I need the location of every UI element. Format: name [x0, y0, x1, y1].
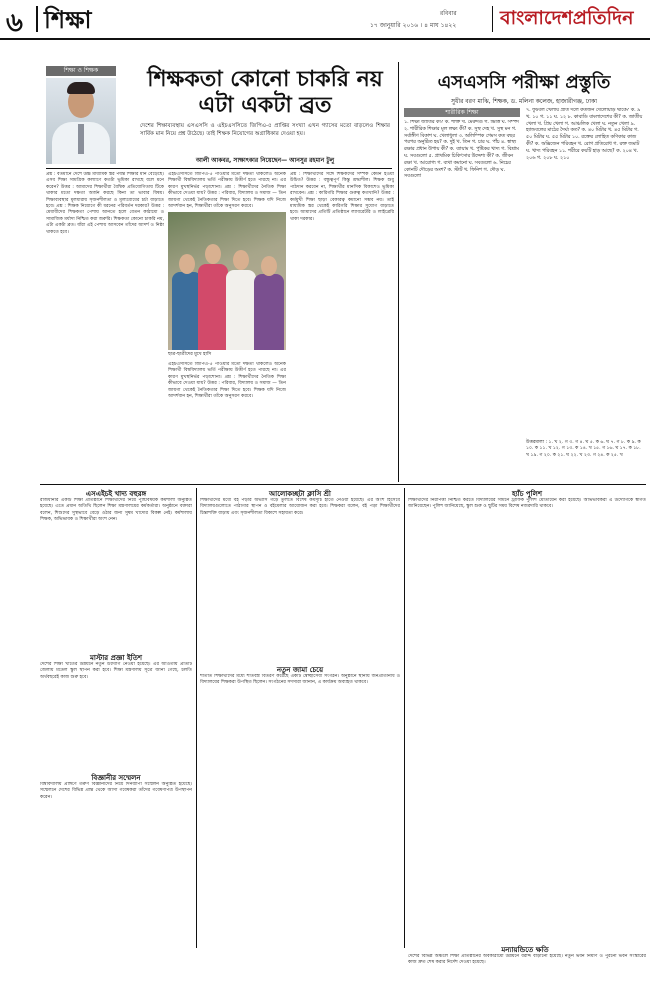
masthead-divider — [36, 6, 38, 32]
brief-headline-3: বিজ্ঞানীর সম্মেলন — [91, 774, 141, 782]
masthead-divider-right — [492, 6, 493, 32]
author-photo — [46, 78, 116, 164]
brief-headline-6: হ্যাঁচ পুলিশ — [511, 490, 543, 498]
feature-column-2b: এইচএসসিতে জিপিএ-৫ পাওয়ার মতো দক্ষতা থাকলেও অনেক শিক্ষার্থী বিশ্ববিদ্যালয় ভর্তি পরীক্ষায় উত্তীর্ণ হতে পারছে না। এর কারণ মুখস্থনির্ভর পড়াশোনা। প্রশ্ন : শিক্ষার্থীদের নৈতিক শিক্ষা কীভাবে দেওয়া যায়? উত্তর : পরিবার, বিদ্যালয় ও সমাজ — তিন জায়গা থেকেই নৈতিকতার শিক্ষা দিতে হবে। শিক্ষক যদি নিজে আদর্শবান হন, শিক্ষার্থীরা তাঁকে অনুসরণ করবে। — [168, 362, 286, 400]
brief-body-1: রাজধানীর একটি শিক্ষা প্রতিষ্ঠানে শিক্ষার্থীদের নিয়ে পুষ্টিবিষয়ক কর্মশালা অনুষ্ঠিত হয়েছে। এতে প্রধান অতিথি ছিলেন শিক্ষা মন্ত্রণালয়ের কর্মকর্তারা। অনুষ্ঠানে বক্তারা বলেন, শিশুদের সুস্থভাবে বেড়ে ওঠার জন্য সুষম খাদ্যের বিকল্প নেই। কর্মশালায় শিক্ষক, অভিভাবক ও শিক্ষার্থীরা অংশ নেন। — [40, 498, 192, 523]
lower-rule — [40, 484, 646, 485]
section-title: শিক্ষা — [44, 5, 92, 34]
feature-column-2: এইচএসসিতে জিপিএ-৫ পাওয়ার মতো দক্ষতা থাকলেও অনেক শিক্ষার্থী বিশ্ববিদ্যালয় ভর্তি পরীক্ষায় উত্তীর্ণ হতে পারছে না। এর কারণ মুখস্থনির্ভর পড়াশোনা। প্রশ্ন : শিক্ষার্থীদের নৈতিক শিক্ষা কীভাবে দেওয়া যায়? উত্তর : পরিবার, বিদ্যালয় ও সমাজ — তিন জায়গা থেকেই নৈতিকতার শিক্ষা দিতে হবে। শিক্ষক যদি নিজে আদর্শবান হন, শিক্ষার্থীরা তাঁকে অনুসরণ করবে। — [168, 172, 286, 210]
exam-subject: শারীরিক শিক্ষা — [404, 108, 520, 117]
brief-body-5: শীতার্ত শিক্ষার্থীদের মধ্যে শীতবস্ত্র বিতরণ করেছে একটি স্বেচ্ছাসেবী সংগঠন। অনুষ্ঠানে স্থানীয় জনপ্রতিনিধি ও বিদ্যালয়ের শিক্ষকরা উপস্থিত ছিলেন। সংগঠনের সদস্যরা জানান, এ কার্যক্রম অব্যাহত থাকবে। — [200, 674, 400, 686]
brief-body-2: দেশের শিক্ষা খাতের উন্নয়নে নতুন উদ্যোগ নেওয়া হয়েছে। এর আওতায় প্রতিটি জেলায় মডেল স্কুল স্থাপন করা হবে। শিক্ষা মন্ত্রণালয় সূত্রে জানা গেছে, চলতি অর্থবছরেই কাজ শুরু হবে। — [40, 662, 192, 680]
feature-headline: শিক্ষকতা কোনো চাকরি নয় এটা একটা ব্রত — [147, 66, 383, 118]
photo-caption: ছাত্র-ছাত্রীদের মুখে হাসি — [168, 352, 212, 357]
column-divider — [398, 62, 399, 482]
brief-body-3: বিশ্ববিদ্যালয় প্রাঙ্গণে তরুণ বিজ্ঞানীদের নিয়ে দিনব্যাপী সম্মেলন অনুষ্ঠিত হয়েছে। সম্মেলনে দেশের বিভিন্ন প্রান্ত থেকে আসা গবেষকরা তাঁদের গবেষণাপত্র উপস্থাপন করেন। — [40, 782, 192, 800]
students-photo — [168, 212, 286, 350]
masthead — [0, 0, 650, 40]
quiz-column-2: ৭. ফুটবল খেলায় প্রতি দলে কতজন খেলোয়াড় থাকে? ক. ৯ খ. ১০ গ. ১১ ঘ. ১২ ৮. কাবাডি বাংলাদেশের কী? ক. জাতীয় খেলা খ. প্রিয় খেলা গ. আঞ্চলিক খেলা ঘ. নতুন খেলা ৯. হ্যান্ডবলের মাঠের দৈর্ঘ্য কত? ক. ৪০ মিটার খ. ৪৫ মিটার গ. ৫০ মিটার ঘ. ৫৫ মিটার ১০. রক্তের লোহিত কণিকার কাজ কী? ক. অক্সিজেন পরিবহন খ. রোগ প্রতিরোধ গ. রক্ত জমাট ঘ. খাদ্য পরিবহন ১১. শরীরে কয়টি হাড় আছে? ক. ২০৪ খ. ২০৬ গ. ২০৮ ঘ. ২১০ — [526, 108, 643, 161]
feature-teaser: দেশের শিক্ষাব্যবস্থায় এসএসসি ও এইচএসসিতে জিপিএ-৫ প্রাপ্তির সংখ্যা এখন গ্যাসের মতো বাড়লেও শিক্ষার সার্বিক মান নিয়ে প্রশ্ন উঠেছে। তাই শিক্ষক নিয়োগের অগ্রাধিকার দেওয়া হয়। — [140, 123, 390, 137]
brief-headline-7: মন্যায়ন্ডিতে ক্ষতি — [501, 946, 549, 954]
brief-headline-4: আলোকচ্ছটা ক্লাসি শ্রী — [269, 490, 331, 498]
exam-headline: এসএসসি পরীক্ষা প্রস্তুতি — [437, 72, 611, 93]
paper-name: বাংলাদেশপ্রতিদিন — [500, 7, 634, 29]
exam-author: সুধীর বরণ মাঝি, শিক্ষক, ড. মলিনা কলেজ, হাজারীগঞ্জ, ঢাকা — [451, 98, 597, 105]
brief-divider-1 — [196, 488, 197, 948]
feature-column-3: প্রশ্ন : শিক্ষার্থীদের সঙ্গে শিক্ষকদের সম্পর্ক কেমন হওয়া উচিত? উত্তর : বন্ধুত্বপূর্ণ কিন্তু শ্রদ্ধাশীল। শিক্ষক শুধু পাঠদান করবেন না, শিক্ষার্থীর মানসিক বিকাশেও ভূমিকা রাখবেন। প্রশ্ন : কারিগরি শিক্ষার গুরুত্ব কতখানি? উত্তর : কর্মমুখী শিক্ষা ছাড়া বেকারত্ব কমানো সম্ভব নয়। তাই মাধ্যমিক স্তর থেকেই কারিগরি শিক্ষার সুযোগ বাড়াতে হবে। আমাদের প্রতিটি প্রতিষ্ঠানে ল্যাবরেটরি ও লাইব্রেরি থাকা দরকার। — [290, 172, 394, 222]
brief-headline-2: মাস্টার প্রজ্ঞা ইতিশ — [89, 654, 143, 662]
brief-body-7: দেশের বিভিন্ন অঞ্চলে শিক্ষা প্রতিষ্ঠানের অবকাঠামো উন্নয়নে বরাদ্দ বাড়ানো হয়েছে। নতুন ভবন নির্মাণ ও পুরনো ভবন সংস্কারের কাজ দ্রুত শেষ করার নির্দেশ দেওয়া হয়েছে। — [408, 954, 646, 966]
brief-headline-1: এসএইচই খাদ্য বহুরঙ্গ — [85, 490, 147, 498]
day-name: রবিবার — [440, 10, 457, 17]
feature-rule — [46, 168, 392, 169]
feature-tag: শিক্ষা ও শিক্ষক — [46, 66, 116, 76]
quiz-column-1: ১. শিক্ষা জাতির কী? ক. শক্তি খ. মেরুদণ্ড গ. ভিত্তি ঘ. সম্পদ ২. শারীরিক শিক্ষার মূল লক্ষ্য কী? ক. সুস্থ দেহ খ. সুস্থ মন গ. সর্বাঙ্গীণ বিকাশ ঘ. খেলাধুলা ৩. অলিম্পিক গেমস কত বছর পরপর অনুষ্ঠিত হয়? ক. দুই খ. তিন গ. চার ঘ. পাঁচ ৪. স্বাস্থ্য রক্ষার প্রধান উপায় কী? ক. ব্যায়াম খ. পুষ্টিকর খাদ্য গ. বিশ্রাম ঘ. সবগুলো ৫. প্রাথমিক চিকিৎসার উদ্দেশ্য কী? ক. জীবন রক্ষা খ. আরোগ্য গ. ব্যথা কমানো ঘ. সবগুলো ৬. নিচের কোনটি দৌড়ের অংশ? ক. স্টার্ট খ. ফিনিশ গ. দৌড় ঘ. সবগুলো — [404, 120, 519, 180]
feature-column-1: প্রশ্ন : বর্তমানে দেশে উচ্চ মাধ্যমিক স্তর পর্যন্ত শিক্ষার মান বেড়েছে। এসব শিক্ষা সামগ্রিক কল্যাণে কতটা ভূমিকা রাখছে বলে মনে করেন? উত্তর : আমাদের শিক্ষার্থীরা বৈশ্বিক প্রতিযোগিতায় টিকে থাকার মতো দক্ষতা অর্জন করছে কিনা তা ভাবার বিষয়। শিক্ষাব্যবস্থার মূলধারায় সৃজনশীলতা ও মূল্যবোধের চর্চা বাড়াতে হবে। প্রশ্ন : শিক্ষক নিয়োগে কী ধরনের পরিবর্তন দরকার? উত্তর : মেধাবীদের শিক্ষকতা পেশায় আনতে হলে বেতন কাঠামো ও সামাজিক মর্যাদা নিশ্চিত করা জরুরি। শিক্ষকতা কোনো চাকরি নয়, এটা একটা ব্রত। যাঁরা এই পেশায় আসবেন তাঁদের আদর্শ ও নিষ্ঠা থাকতে হবে। — [46, 172, 164, 235]
brief-body-4: শিক্ষার্থীদের মধ্যে বই পড়ার অভ্যাস গড়ে তুলতে বিশেষ কর্মসূচি হাতে নেওয়া হয়েছে। এর অংশ হিসেবে বিদ্যালয়গুলোতে পাঠাগার স্থাপন ও বইমেলার আয়োজন করা হবে। শিক্ষকরা বলেন, বই পড়া শিক্ষার্থীদের চিন্তাশক্তি বাড়ায় এবং সৃজনশীলতা বিকাশে সহায়তা করে। — [200, 498, 400, 516]
answer-key: উত্তরমালা : ১. খ ২. গ ৩. গ ৪. ঘ ৫. ক ৬. ঘ ৭. গ ৮. ক ৯. ক ১০. ক ১১. খ ১২. গ ১৩. ক ১৪. খ ১৫. গ ১৬. ঘ ১৭. ক ১৮. খ ১৯. গ ২০. ক ২১. ঘ ২২. খ ২৩. গ ২৪. ক ২৫. খ — [526, 440, 641, 458]
brief-body-6: শিক্ষার্থীদের নিরাপত্তা নিশ্চিত করতে বিদ্যালয়ের সামনে ট্রাফিক পুলিশ মোতায়েন করা হয়েছে। অভিভাবকরা এ উদ্যোগকে স্বাগত জানিয়েছেন। পুলিশ জানিয়েছে, স্কুল শুরু ও ছুটির সময় বিশেষ নজরদারি থাকবে। — [408, 498, 646, 510]
page-number: ৬ — [6, 8, 23, 38]
brief-divider-2 — [404, 488, 405, 948]
brief-headline-5: নতুন জামা চেয়ে — [276, 666, 324, 674]
dateline: ১৭ জানুয়ারি ২০১৬ । ৪ মাঘ ১৪২২ — [370, 22, 457, 29]
feature-byline: আলী আকবর, সাক্ষাৎকার নিয়েছেন— আনসুর রহমান টুলু — [195, 157, 335, 164]
